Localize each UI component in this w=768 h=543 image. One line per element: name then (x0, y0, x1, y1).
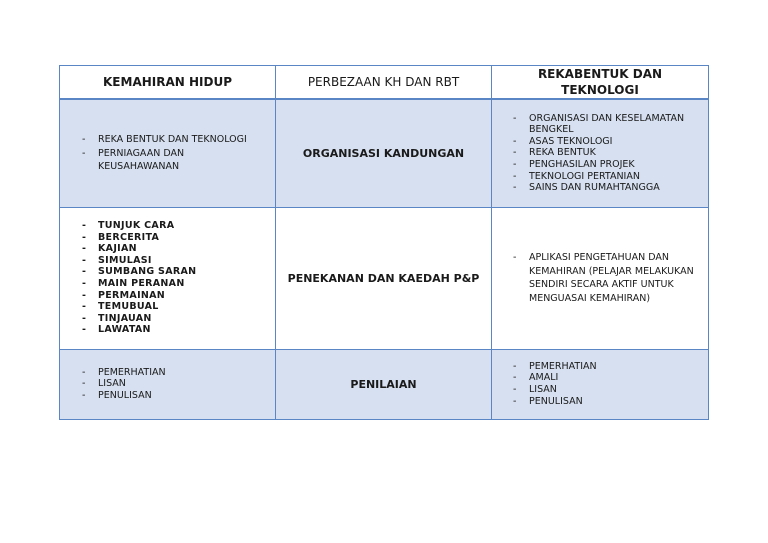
list-item: - PENULISAN (513, 396, 698, 408)
list-item: - LAWATAN (82, 324, 275, 336)
list-item: - PERNIAGAAN DAN KEUSAHAWANAN (82, 147, 259, 174)
list-item: - LISAN (82, 378, 275, 390)
list-item: - PENULISAN (82, 390, 275, 402)
list-item: - REKA BENTUK (513, 147, 698, 159)
rbt-list (492, 113, 708, 194)
kh-list (60, 133, 275, 174)
list-item: - PENGHASILAN PROJEK (513, 159, 698, 171)
list-item: - ASAS TEKNOLOGI (513, 136, 698, 148)
kh-list (60, 220, 275, 336)
comparison-table (59, 65, 709, 420)
list-item: - KAJIAN (82, 243, 275, 255)
list-item: - TEMUBUAL (82, 301, 275, 313)
list-item: - SUMBANG SARAN (82, 266, 275, 278)
table-row (60, 349, 709, 419)
difference-cell: PENEKANAN DAN KAEDAH P&P (276, 207, 492, 349)
list-item: - BERCERITA (82, 232, 275, 244)
list-item: - SIMULASI (82, 255, 275, 267)
difference-cell: ORGANISASI KANDUNGAN (276, 99, 492, 207)
header-perbezaan: PERBEZAAN KH DAN RBT (276, 66, 492, 100)
header-kemahiran-hidup: KEMAHIRAN HIDUP (60, 66, 276, 100)
list-item: - PERMAINAN (82, 290, 275, 302)
kh-cell (60, 207, 276, 349)
list-item: - AMALI (513, 372, 698, 384)
rbt-cell (492, 349, 709, 419)
rbt-list (492, 251, 708, 305)
list-item: - PEMERHATIAN (513, 361, 698, 373)
difference-cell: PENILAIAN (276, 349, 492, 419)
list-item: - LISAN (513, 384, 698, 396)
list-item: - ORGANISASI DAN KESELAMATAN BENGKEL (513, 113, 698, 136)
list-item: - SAINS DAN RUMAHTANGGA (513, 182, 698, 194)
rbt-cell (492, 207, 709, 349)
list-item: - TINJAUAN (82, 313, 275, 325)
table-header-row (60, 66, 709, 100)
kh-cell (60, 349, 276, 419)
rbt-cell (492, 99, 709, 207)
list-item: - REKA BENTUK DAN TEKNOLOGI (82, 133, 259, 147)
list-item: - APLIKASI PENGETAHUAN DAN KEMAHIRAN (PELAJAR MELAKUKAN SENDIRI SECARA AKTIF UNTUK MENGUASAI KEMAHIRAN) (513, 251, 698, 305)
header-rekabentuk-text: REKABENTUK DAN TEKNOLOGI (537, 67, 663, 97)
kh-list (60, 367, 275, 402)
kh-cell (60, 99, 276, 207)
table-row (60, 99, 709, 207)
list-item: - TUNJUK CARA (82, 220, 275, 232)
table-row (60, 207, 709, 349)
header-rekabentuk (492, 66, 709, 100)
list-item: - PEMERHATIAN (82, 367, 275, 379)
list-item: - MAIN PERANAN (82, 278, 275, 290)
rbt-list (492, 361, 708, 407)
list-item: - TEKNOLOGI PERTANIAN (513, 171, 698, 183)
